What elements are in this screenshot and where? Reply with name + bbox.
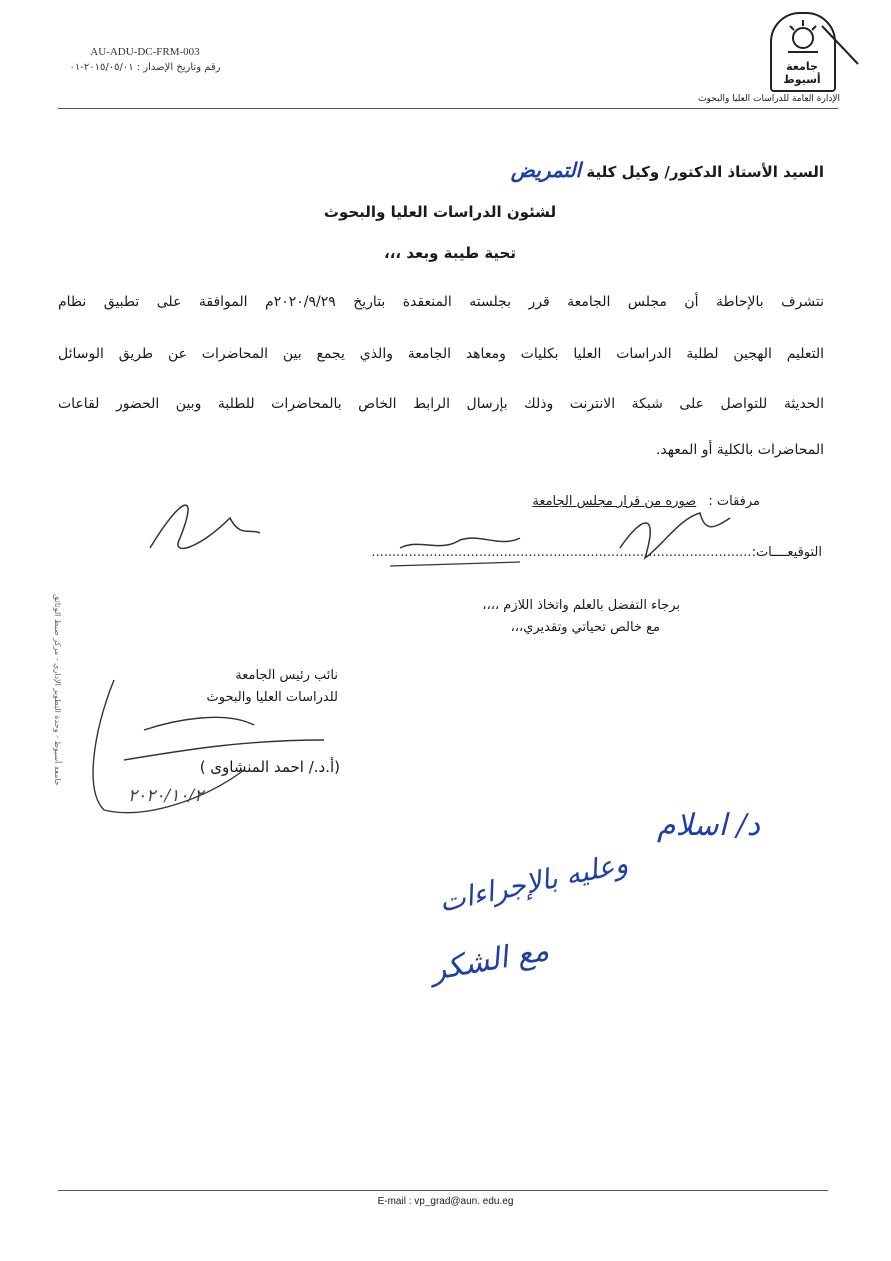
salutation (300, 158, 824, 182)
handwritten-note-line-2: وعليه بالإجراءات (436, 846, 631, 919)
handwritten-note-line-1: د/ اسلام (657, 808, 760, 843)
signatures-scribble (140, 478, 840, 588)
body-line-4: المحاضرات بالكلية أو المعهد. (655, 442, 824, 458)
subject-line: لشئون الدراسات العليا والبحوث (323, 203, 557, 221)
department-name: الإدارة العامة للدراسات العليا والبحوث (698, 94, 840, 104)
issue-info: رقم وتاريخ الإصدار : ٢٠١٥/٠٥/٠١-٠١ (69, 62, 221, 73)
closing-line-2: مع خالص تحياتي وتقديري،،، (510, 620, 660, 635)
body-line-2: التعليم الهجين لطلبة الدراسات العليا بكليات ومعاهد الجامعة والذي يجمع بين المحاضرات عن طريق الوسائل (58, 346, 824, 362)
footer-email: E-mail : vp_grad@aun. edu.eg (377, 1196, 514, 1207)
salutation-prefix: السيد الأستاذ الدكتور/ وكيل كلية (586, 163, 824, 181)
greeting: تحية طيبة وبعد ،،، (384, 244, 516, 262)
pen-mark-icon (818, 22, 864, 70)
closing-line-1: برجاء التفضل بالعلم واتخاذ اللازم ،،،، (482, 598, 680, 613)
signatures-label: التوقيعــــات: (751, 545, 822, 560)
signatory-signature (84, 670, 344, 830)
attachments-label: مرفقات : (708, 494, 760, 509)
logo-text: جامعة أسيوط (783, 60, 821, 86)
body-line-3: الحديثة للتواصل على شبكة الانترنت وذلك بإرسال الرابط الخاص بالمحاضرات للطلبة وبين الحضور لقاعات (58, 396, 824, 412)
header-divider (58, 108, 838, 109)
attachments-value: صوره من قرار مجلس الجامعة (532, 494, 697, 509)
signatory-name: (أ.د./ احمد المنشاوى ) (199, 758, 340, 776)
handwritten-date: ٢٠٢٠/١٠/٢ (128, 786, 204, 806)
signatory-title-1: نائب رئيس الجامعة (235, 668, 338, 683)
form-code: AU-ADU-DC-FRM-003 (90, 46, 200, 58)
signatures-row: التوقيعــــات:............................................................................................ (371, 545, 822, 560)
signatory-title-2: للدراسات العليا والبحوث (206, 690, 338, 705)
faculty-handwritten: التمريض (510, 158, 582, 182)
body-line-1: نتشرف بالإحاطة أن مجلس الجامعة قرر بجلسته المنعقدة بتاريخ ٢٠٢٠/٩/٢٩م الموافقة على تطبيق نظام (58, 294, 825, 310)
margin-note: جامعة أسيوط - وحدة التطوير الإداري - مركز ضبط الوثائق (53, 594, 62, 786)
handwritten-note-line-3: مع الشكر (428, 932, 552, 989)
footer-divider (58, 1190, 828, 1191)
